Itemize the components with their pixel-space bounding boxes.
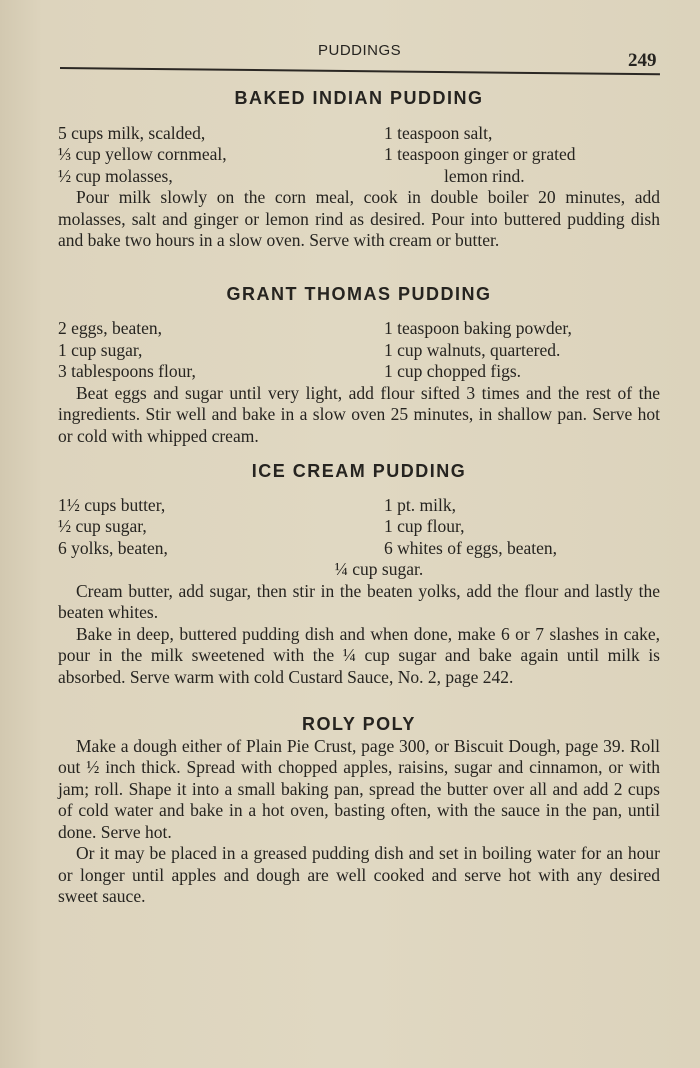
ingredient: 1½ cups butter,	[58, 494, 166, 515]
ingredient-list	[58, 318, 660, 383]
ingredient-list	[58, 123, 660, 188]
running-head	[0, 42, 700, 71]
ingredient: 5 cups milk, scalded,	[58, 122, 206, 143]
ingredient-centered: ¼ cup sugar.	[334, 559, 424, 579]
running-title: PUDDINGS	[318, 42, 402, 59]
ingredient: ⅓ cup yellow cornmeal,	[58, 144, 227, 164]
ingredient: lemon rind.	[444, 165, 525, 186]
ingredient-column-right	[384, 123, 660, 188]
ingredient: ½ cup molasses,	[58, 165, 173, 186]
ingredient: 1 cup walnuts, quartered.	[384, 339, 561, 360]
ingredient-column-left	[58, 495, 384, 560]
ingredient: 6 whites of eggs, beaten,	[384, 537, 558, 558]
recipe-directions: Cream butter, add sugar, then stir in the beaten yolks, add the flour and lastly the beaten whites.	[58, 580, 660, 622]
ingredient: 1 teaspoon salt,	[384, 122, 493, 143]
ingredient-list	[58, 495, 660, 560]
recipe-roly-poly	[58, 714, 660, 908]
ingredient-column-left	[58, 123, 384, 188]
page-number: 249	[628, 50, 657, 71]
ingredient: 1 teaspoon baking powder,	[384, 318, 572, 338]
ingredient: 1 cup flour,	[384, 516, 465, 536]
ingredient: 3 tablespoons flour,	[58, 361, 196, 381]
ingredient: 1 pt. milk,	[384, 494, 456, 515]
recipe-title: ICE CREAM PUDDING	[251, 461, 467, 481]
ingredient: 6 yolks, beaten,	[58, 537, 168, 558]
recipe-title: ROLY POLY	[302, 714, 416, 734]
ingredient-column-right	[384, 495, 660, 560]
recipe-grant-thomas-pudding	[58, 284, 660, 448]
recipe-directions: Pour milk slowly on the corn meal, cook in double boiler 20 minutes, add molasses, salt and ginger or lemon rind as desired. Pour into buttered pudding dish and bake two hours in a slow oven. Serve with cream or butter.	[58, 187, 660, 250]
recipe-directions: Beat eggs and sugar until very light, add flour sifted 3 times and the rest of the ingredients. Stir well and bake in a slow oven 25 minutes, in shallow pan. Serve hot or cold with whipped cream.	[58, 382, 660, 446]
recipe-ice-cream-pudding	[58, 461, 660, 688]
header-rule	[60, 67, 660, 75]
ingredient: 1 cup sugar,	[58, 339, 143, 360]
page-content	[58, 88, 660, 908]
ingredient-column-left	[58, 318, 384, 383]
ingredient-column-right	[384, 318, 660, 383]
recipe-directions: Bake in deep, buttered pudding dish and when done, make 6 or 7 slashes in cake, pour in the milk sweetened with the ¼ cup sugar and bake again until milk is absorbed. Serve warm with cold Custard Sauce, No. 2, page 242.	[58, 623, 660, 687]
recipe-baked-indian-pudding	[58, 88, 660, 252]
recipe-directions: Or it may be placed in a greased pudding dish and set in boiling water for an hour or longer until apples and dough are well cooked and serve hot with any desired sweet sauce.	[58, 843, 660, 906]
recipe-title: BAKED INDIAN PUDDING	[234, 88, 484, 108]
recipe-title: GRANT THOMAS PUDDING	[226, 283, 492, 304]
ingredient: 1 cup chopped figs.	[384, 361, 522, 381]
recipe-directions: Make a dough either of Plain Pie Crust, page 300, or Biscuit Dough, page 39. Roll out ½ inch thick. Spread with chopped apples, raisins, sugar and cinnamon, or with jam; roll. Shape it into a small baking pan, spread the butter over all and add 2 cups of cold water and bake in a hot oven, basting often, with the sauce in the pan, until done. Serve hot.	[58, 735, 660, 842]
ingredient: ½ cup sugar,	[58, 516, 147, 536]
ingredient: 1 teaspoon ginger or grated	[384, 144, 576, 164]
ingredient: 2 eggs, beaten,	[58, 318, 162, 338]
